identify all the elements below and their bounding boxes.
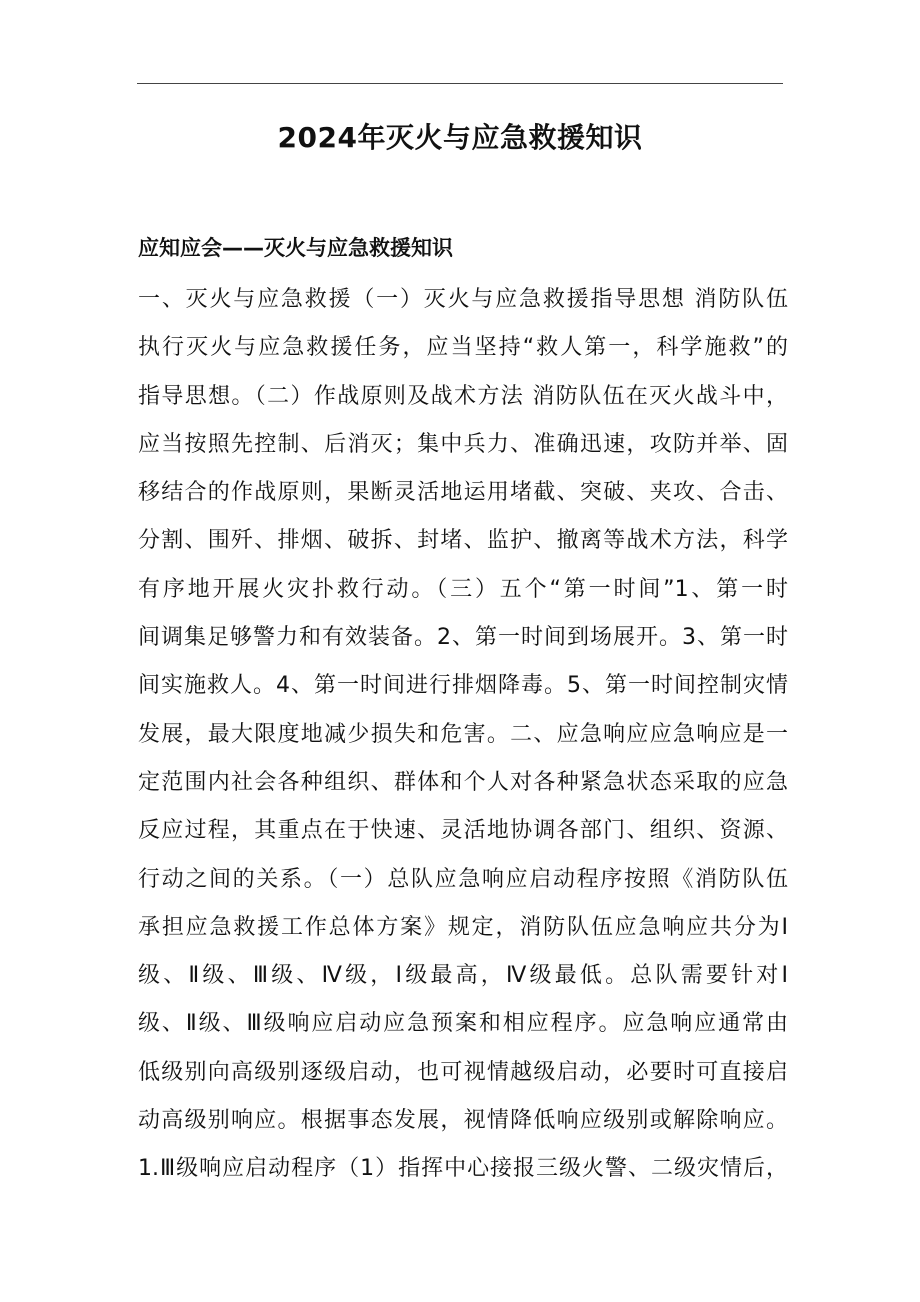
document-title: 2024年灭火与应急救援知识	[277, 121, 643, 154]
body-text	[138, 276, 788, 1194]
text-line: 行动之间的关系。（一）总队应急响应启动程序按照《消防队伍	[138, 866, 788, 892]
header-rule	[137, 83, 783, 84]
text-line: 定范围内社会各种组织、群体和个人对各种紧急状态采取的应急	[138, 769, 788, 795]
text-line: 移结合的作战原则，果断灵活地运用堵截、突破、夹攻、合击、	[138, 480, 788, 506]
text-line: 间调集足够警力和有效装备。2、第一时间到场展开。3、第一时	[138, 625, 788, 651]
section-heading: 应知应会——灭火与应急救援知识	[138, 236, 453, 260]
text-line: 承担应急救援工作总体方案》规定，消防队伍应急响应共分为Ⅰ	[138, 914, 788, 940]
text-line: 一、灭火与应急救援（一）灭火与应急救援指导思想 消防队伍	[138, 287, 788, 312]
text-line: 指导思想。（二）作战原则及战术方法 消防队伍在灭火战斗中，	[138, 383, 788, 409]
text-line: 级、Ⅱ级、Ⅲ级、Ⅳ级，Ⅰ级最高，Ⅳ级最低。总队需要针对Ⅰ	[138, 963, 788, 989]
text-line: 应当按照先控制、后消灭；集中兵力、准确迅速，攻防并举、固	[138, 431, 788, 457]
text-line: 1.Ⅲ级响应启动程序（1）指挥中心接报三级火警、二级灾情后，	[138, 1156, 788, 1182]
text-line: 级、Ⅱ级、Ⅲ级响应启动应急预案和相应程序。应急响应通常由	[138, 1011, 788, 1037]
text-line: 发展，最大限度地减少损失和危害。二、应急响应应急响应是一	[138, 721, 788, 747]
text-line: 低级别向高级别逐级启动，也可视情越级启动，必要时可直接启	[138, 1059, 788, 1085]
text-line: 动高级别响应。根据事态发展，视情降低响应级别或解除响应。	[138, 1108, 788, 1134]
text-line: 有序地开展火灾扑救行动。（三）五个“第一时间”1、第一时	[138, 576, 788, 602]
text-line: 执行灭火与应急救援任务，应当坚持“救人第一，科学施救”的	[138, 335, 788, 361]
text-line: 反应过程，其重点在于快速、灵活地协调各部门、组织、资源、	[138, 818, 788, 844]
text-line: 分割、围歼、排烟、破拆、封堵、监护、撤离等战术方法，科学	[138, 528, 788, 554]
text-line: 间实施救人。4、第一时间进行排烟降毒。5、第一时间控制灾情	[138, 673, 788, 699]
